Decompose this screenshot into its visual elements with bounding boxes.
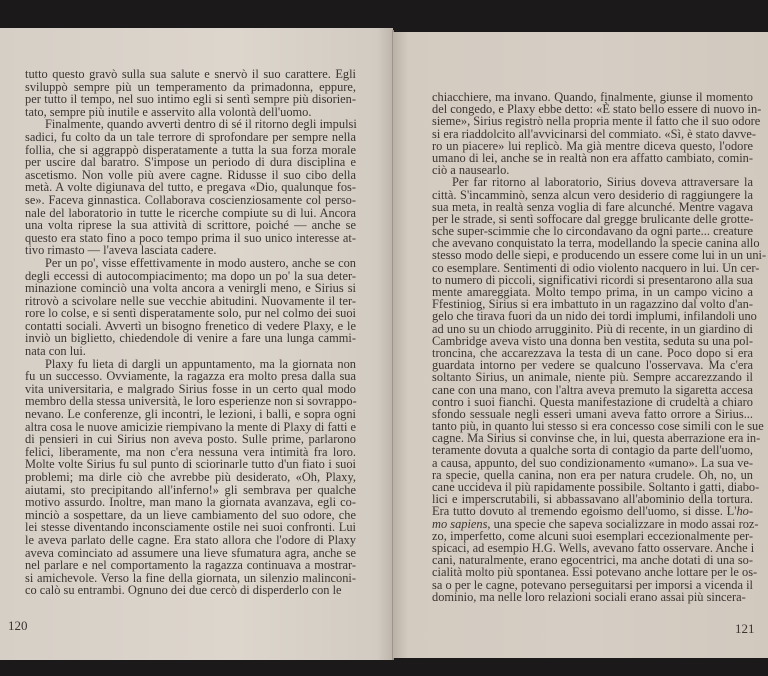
text-line: ro un piacere» lui replicò. Ma già mentre diceva questo, l'odore bbox=[432, 138, 753, 153]
text-line: questo era stato fino a poco tempo prima il suo unico interesse at- bbox=[25, 230, 356, 245]
text-line: lici e imperscrutabili, si abbassavano all'abominio della tortura. bbox=[432, 492, 753, 507]
text-segment: Era tutto dovuto al tremendo egoismo dell'uomo, si disse. L' bbox=[432, 504, 737, 519]
text-line: di pensieri in cui Sirius non aveva posto. Sulle prime, parlarono bbox=[25, 432, 356, 447]
text-line: per uscire dal baratro. S'impose un periodo di dura disciplina e bbox=[25, 155, 356, 170]
text-line: cagne. Ma Sirius si convinse che, in lui, questa aberrazione era in- bbox=[432, 431, 761, 446]
text-line: ad uno su un chiodo arrugginito. Più di recente, in un giardino di bbox=[432, 321, 753, 336]
text-line: motivo assurdo. Inoltre, man mano la giornata avanzava, egli co- bbox=[25, 495, 356, 510]
text-line: felici, liberamente, ma non c'era nessuna vera intimità fra loro. bbox=[25, 444, 356, 459]
paragraph bbox=[25, 257, 356, 358]
page-number-left: 120 bbox=[8, 618, 28, 633]
text-line: minciò a sospettare, da un lieve cambiamento del suo odore, che bbox=[25, 507, 356, 522]
text-line: per le strade, si sentì soffocare dal gregge brulicante delle grotte- bbox=[432, 211, 754, 226]
text-line: contatti sociali. Avvertì un bisogno frenetico di vedere Plaxy, e le bbox=[25, 318, 356, 333]
text-line: ra specie, quella canina, non era per natura crudele. Oh, no, un bbox=[432, 467, 753, 482]
text-line: soltanto Sirius, un animale, niente più. Sempre accarezzando il bbox=[432, 370, 753, 385]
text-line: città. S'incamminò, senza alcun vero desiderio di raggiungere la bbox=[432, 187, 753, 202]
text-line: metà. A volte digiunava del tutto, e pregava «Dio, qualunque fos- bbox=[25, 180, 356, 195]
text-line: contro i suoi fianchi. Questa manifestazione di crudeltà a chiaro bbox=[432, 394, 753, 409]
text-line: sche super-scimmie che lo circondavano da ogni parte... creature bbox=[432, 224, 753, 239]
text-line: sadici, fu colto da un tale terrore di sprofondare per sempre nella bbox=[25, 129, 356, 144]
text-line: to numero di piccoli, significativi ricordi si presentarono alla sua bbox=[432, 272, 753, 287]
text-line: sua meta, in realtà senza voglia di fare alcunché. Mentre vagava bbox=[432, 199, 753, 214]
text-line: rore lo colse, e si sentì disperatamente solo, pur nel colmo dei suoi bbox=[25, 306, 356, 321]
text-line: spicaci, ad esempio H.G. Wells, avevano fatto osservare. Anche i bbox=[432, 540, 755, 555]
text-line: nata con lui. bbox=[25, 344, 86, 359]
text-line: problemi; ma dirle ciò che avrebbe più desiderato, «Oh, Plaxy, bbox=[25, 470, 356, 484]
text-line: chiacchiere, ma invano. Quando, finalmente, giunse il momento bbox=[432, 90, 753, 104]
italic-text: mo sapiens bbox=[432, 516, 488, 531]
text-line: Per far ritorno al laboratorio, Sirius doveva attraversare la bbox=[452, 175, 753, 190]
text-line: co esemplare. Sentimenti di odio violento nacquero in lui. Un cer- bbox=[432, 260, 760, 275]
text-line: cane con una mano, con l'altra aveva premuto la sigaretta accesa bbox=[432, 382, 753, 397]
page-number-right: 121 bbox=[735, 621, 755, 636]
text-line: follia, che si aggrappò disperatamente a tutta la sua forza morale bbox=[25, 142, 356, 157]
text-line: cane uccideva il più rapidamente possibile. Soltanto i gatti, diabo- bbox=[432, 480, 760, 494]
text-line: lei stesse diventando inconsciamente ostile nei suoi confronti. Lui bbox=[25, 520, 356, 535]
paragraph bbox=[432, 175, 767, 604]
text-line: nevano. Le conferenze, gli incontri, le lezioni, i balli, e sopra ogni bbox=[25, 407, 356, 422]
text-line: le aveva parlato delle cagne. Era stato allora che l'odore di Plaxy bbox=[25, 532, 356, 547]
text-line: una volta riprese la sua attività di scrittore, poiché — anche se bbox=[25, 218, 356, 233]
text-line: co calò su entrambi. Ognuno dei due cercò di disperderlo con le bbox=[25, 583, 342, 598]
paragraph bbox=[25, 68, 356, 118]
text-line: membro della stessa università, le loro esperienze non si sovrappo- bbox=[25, 394, 357, 409]
italic-text: ho- bbox=[736, 504, 753, 519]
text-line: che avevano conquistato la terra, modellando la specie canina allo bbox=[432, 236, 760, 251]
text-line: Ffestiniog, Sirius si era imbattuto in un ragazzino dal volto d'an- bbox=[432, 297, 753, 312]
text-line: zo, imperfetto, come alcuni suoi esemplari eccezionalmente per- bbox=[432, 528, 753, 543]
text-line: inviò un biglietto, chiedendole di venire a fare una lunga cammi- bbox=[25, 331, 356, 346]
text-line: vita universitaria, e malgrado Sirius fosse in un certo qual modo bbox=[25, 381, 356, 396]
text-line: se». Faceva ginnastica. Collaborava coscienziosamente col perso- bbox=[25, 192, 356, 207]
text-line: tato, sempre più inutile e asservito alla volontà dell'uomo. bbox=[25, 104, 312, 119]
paragraph bbox=[432, 90, 762, 178]
text-line: aveva cominciato ad assumere una lieve sfumatura agra, anche se bbox=[25, 545, 356, 560]
text-line: si era riaddolcito all'avvicinarsi del commiato. «Sì, è stato davve- bbox=[432, 126, 756, 141]
text-line: cani, naturalmente, erano egocentrici, ma anche dotati di una so- bbox=[432, 553, 753, 568]
text-line: tivo rimasto — l'aveva lasciata cadere. bbox=[25, 243, 217, 258]
text-line: teramente dovuta a qualche sorta di contagio da parte dell'uomo, bbox=[432, 443, 753, 458]
paragraph bbox=[25, 358, 356, 597]
text-line: tutto questo gravò sulla sua salute e snervò il suo carattere. Egli bbox=[25, 67, 356, 81]
text-line: sviluppò sempre più un temperamento da primadonna, eppure, bbox=[25, 79, 356, 94]
text-line: si amichevole. Verso la fine della giornata, un silenzio malinconi- bbox=[25, 570, 356, 585]
text-line: cialità molto più spontanea. Essi potevano anche lottare per le os- bbox=[432, 565, 758, 580]
text-line: minazione cominciò una volta ancora a venirgli meno, e Sirius si bbox=[25, 281, 356, 296]
text-line: Plaxy fu lieta di dargli un appuntamento, ma la giornata non bbox=[45, 356, 356, 371]
left-book-page bbox=[0, 28, 393, 660]
text-line: Finalmente, quando avvertì dentro di sé il ritorno degli impulsi bbox=[45, 117, 357, 132]
text-line: nel parlare e nel comportamento la ragazza continuava a mostrar- bbox=[25, 558, 356, 573]
text-line: aiutami, sto precipitando all'inferno!» gli sembrava per qualche bbox=[25, 482, 356, 497]
text-line: nale del laboratorio in tutte le ricerche compiute su di lui. Ancora bbox=[25, 205, 356, 220]
text-line: sa o per le cagne, potevano perseguitarsi per imporsi a vicenda il bbox=[432, 577, 753, 592]
left-page-text bbox=[25, 68, 356, 597]
text-line: altra cosa le nuove amicizie riempivano la mente di Plaxy di fatti e bbox=[25, 419, 356, 434]
text-line: guardata intorno per vedere se qualcuno l'osservava. Ma c'era bbox=[432, 358, 753, 373]
text-line: fu un successo. Ovviamente, la ragazza era molto presa dalla sua bbox=[25, 369, 356, 384]
text-line: dominio, ma nelle loro relazioni sociali erano assai più sincera- bbox=[432, 589, 746, 604]
text-line: degli eccessi di autocompiacimento; ma dopo un po' la sua deter- bbox=[25, 268, 356, 283]
text-line: Cambridge aveva visto una donna ben vestita, seduta su una pol- bbox=[432, 333, 754, 348]
text-line bbox=[432, 516, 759, 531]
text-line: umano di lei, anche se in realtà non era affatto cambiato, comin- bbox=[432, 150, 753, 165]
text-line: mente amareggiata. Molto tempo prima, in un campo vicino a bbox=[432, 285, 753, 299]
text-line: sfondo sessuale negli esseri umani aveva fatto orrore a Sirius... bbox=[432, 406, 753, 421]
text-line: tanto più, in quanto lui stesso si era concesso cose simili con le sue bbox=[432, 419, 764, 434]
text-line: ascetismo. Non volle più avere cagne. Ridusse il suo cibo della bbox=[25, 167, 356, 182]
text-line: a causa, appunto, del suo condizionamento «umano». La sua ve- bbox=[432, 455, 753, 470]
text-line: ritrovò a scivolare nelle sue vecchie abitudini. Nuovamente il ter- bbox=[25, 293, 356, 308]
text-segment: , una specie che sapeva socializzare in modo assai roz- bbox=[487, 516, 759, 531]
text-line: Per un po', visse effettivamente in modo austero, anche se con bbox=[45, 255, 356, 270]
text-line: stesso modo delle siepi, e producendo un essere come lui in un uni- bbox=[432, 248, 767, 263]
text-line: troncina, che accarezzava la testa di un cane. Poco dopo si era bbox=[432, 345, 753, 360]
text-line: sieme», Sirius registrò nella propria mente il fatto che il suo odore bbox=[432, 114, 761, 129]
right-book-page bbox=[393, 32, 768, 658]
text-line: Molte volte Sirius fu sul punto di sciorinarle tutto d'un fiato i suoi bbox=[25, 457, 356, 472]
text-line: del congedo, e Plaxy ebbe detto: «È stato bello essere di nuovo in- bbox=[432, 102, 762, 117]
text-line: ciò a nausearlo. bbox=[432, 163, 510, 178]
text-line: gelo che tirava fuori da un nido dei tordi implumi, infilandoli uno bbox=[432, 309, 757, 324]
paragraph bbox=[25, 118, 356, 257]
right-page-text bbox=[432, 90, 767, 604]
text-line: per tutto il tempo, nel suo intimo egli si sentì sempre più disorien- bbox=[25, 92, 356, 107]
